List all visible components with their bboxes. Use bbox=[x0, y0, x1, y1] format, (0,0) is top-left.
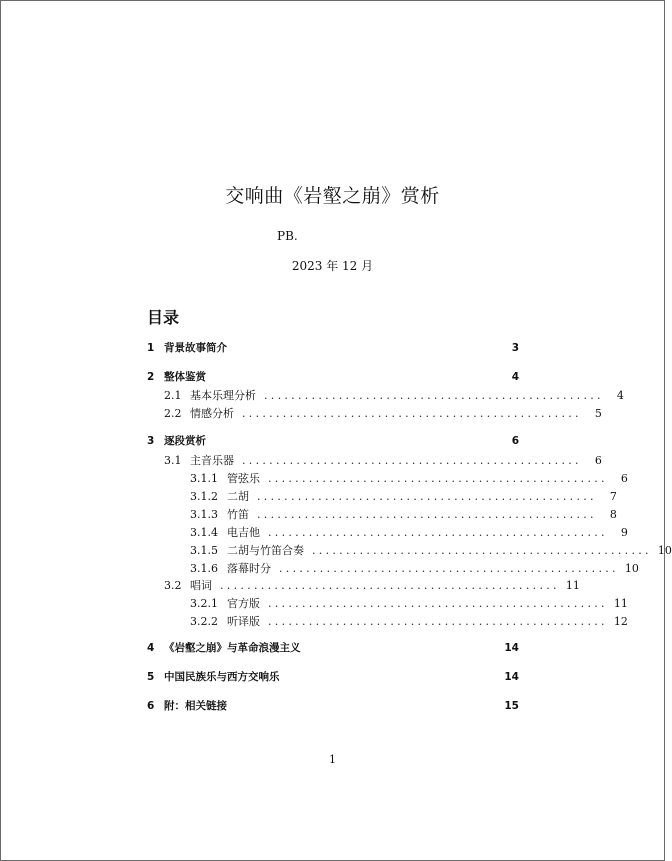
toc-entry-label: 竹笛 bbox=[227, 508, 249, 521]
toc-entry-label: 背景故事简介 bbox=[164, 342, 227, 354]
toc-entry-page: 11 bbox=[613, 597, 628, 610]
toc-entry-page: 5 bbox=[594, 407, 602, 420]
toc-leader-dots: .................................................. bbox=[268, 472, 608, 485]
toc-entry-4[interactable] bbox=[147, 640, 519, 656]
toc-entry-3-2[interactable] bbox=[164, 577, 580, 593]
toc-entry-label: 附：相关链接 bbox=[164, 700, 227, 712]
toc-entry-page: 6 bbox=[594, 454, 602, 467]
toc-entry-number: 4 bbox=[147, 642, 155, 654]
toc-entry-label: 官方版 bbox=[227, 597, 260, 610]
toc-leader-dots: .................................................. bbox=[220, 579, 560, 592]
toc-entry-2[interactable] bbox=[147, 369, 519, 385]
toc-entry-number: 1 bbox=[147, 342, 155, 354]
toc-entry-page: 15 bbox=[504, 700, 519, 712]
toc-entry-label: 管弦乐 bbox=[227, 472, 260, 485]
toc-entry-3-1-3[interactable] bbox=[190, 506, 617, 522]
toc-leader-dots: .................................................. bbox=[264, 389, 604, 402]
toc-entry-3-1-1[interactable] bbox=[190, 470, 628, 486]
toc-entry-page: 10 bbox=[657, 544, 672, 557]
toc-entry-page: 8 bbox=[609, 508, 617, 521]
toc-entry-page: 11 bbox=[565, 579, 580, 592]
toc-entry-page: 4 bbox=[511, 371, 519, 383]
toc-entry-3-2-2[interactable] bbox=[190, 613, 628, 629]
toc-entry-label: 落幕时分 bbox=[227, 562, 271, 575]
toc-leader-dots: .................................................. bbox=[312, 544, 652, 557]
toc-entry-number: 3.2.1 bbox=[190, 597, 218, 610]
toc-entry-number: 3.1.2 bbox=[190, 490, 218, 503]
toc-entry-label: 主音乐器 bbox=[190, 454, 234, 467]
toc-leader-dots: .................................................. bbox=[242, 454, 582, 467]
page-number: 1 bbox=[329, 753, 336, 766]
toc-entry-label: 基本乐理分析 bbox=[190, 389, 256, 402]
toc-entry-label: 二胡与竹笛合奏 bbox=[227, 544, 304, 557]
toc-entry-page: 6 bbox=[620, 472, 628, 485]
toc-entry-number: 2 bbox=[147, 371, 155, 383]
toc-entry-label: 中国民族乐与西方交响乐 bbox=[164, 671, 280, 683]
toc-entry-number: 3.1.3 bbox=[190, 508, 218, 521]
toc-entry-number: 3.1.5 bbox=[190, 544, 218, 557]
toc-entry-3-2-1[interactable] bbox=[190, 595, 628, 611]
document-title: 交响曲《岩壑之崩》赏析 bbox=[225, 185, 440, 207]
toc-entry-number: 3 bbox=[147, 435, 155, 447]
document-author: PB. bbox=[277, 229, 298, 243]
toc-entry-label: 情感分析 bbox=[190, 407, 234, 420]
toc-leader-dots: .................................................. bbox=[268, 597, 608, 610]
toc-entry-page: 9 bbox=[620, 526, 628, 539]
toc-entry-label: 逐段赏析 bbox=[164, 435, 206, 447]
toc-entry-1[interactable] bbox=[147, 340, 519, 356]
toc-entry-page: 14 bbox=[504, 642, 519, 654]
toc-entry-number: 3.2 bbox=[164, 579, 182, 592]
toc-entry-3-1-2[interactable] bbox=[190, 488, 617, 504]
toc-heading: 目录 bbox=[147, 308, 180, 327]
toc-entry-label: 整体鉴赏 bbox=[164, 371, 206, 383]
toc-entry-5[interactable] bbox=[147, 669, 519, 685]
toc-entry-number: 2.2 bbox=[164, 407, 182, 420]
toc-entry-label: 《岩壑之崩》与革命浪漫主义 bbox=[164, 642, 301, 654]
toc-entry-number: 3.1.1 bbox=[190, 472, 218, 485]
toc-leader-dots: .................................................. bbox=[242, 407, 582, 420]
toc-leader-dots: .................................................. bbox=[279, 562, 619, 575]
toc-leader-dots: .................................................. bbox=[268, 615, 608, 628]
toc-entry-number: 2.1 bbox=[164, 389, 182, 402]
toc-entry-3-1-5[interactable] bbox=[190, 542, 672, 558]
toc-entry-3-1-4[interactable] bbox=[190, 524, 628, 540]
toc-entry-label: 听译版 bbox=[227, 615, 260, 628]
toc-entry-page: 14 bbox=[504, 671, 519, 683]
toc-entry-page: 10 bbox=[624, 562, 639, 575]
document-date: 2023 年 12 月 bbox=[291, 259, 374, 273]
toc-entry-label: 电吉他 bbox=[227, 526, 260, 539]
toc-entry-page: 3 bbox=[511, 342, 519, 354]
toc-entry-number: 6 bbox=[147, 700, 155, 712]
toc-entry-number: 5 bbox=[147, 671, 155, 683]
toc-entry-6[interactable] bbox=[147, 698, 519, 714]
toc-entry-2-2[interactable] bbox=[164, 405, 602, 421]
toc-entry-page: 4 bbox=[616, 389, 624, 402]
toc-entry-page: 12 bbox=[613, 615, 628, 628]
toc-entry-3[interactable] bbox=[147, 433, 519, 449]
toc-entry-number: 3.1.4 bbox=[190, 526, 218, 539]
toc-entry-page: 6 bbox=[511, 435, 519, 447]
toc-entry-3-1-6[interactable] bbox=[190, 560, 639, 576]
toc-entry-2-1[interactable] bbox=[164, 387, 624, 403]
toc-entry-number: 3.1 bbox=[164, 454, 182, 467]
toc-leader-dots: .................................................. bbox=[268, 526, 608, 539]
toc-entry-label: 唱词 bbox=[190, 579, 212, 592]
toc-leader-dots: .................................................. bbox=[257, 490, 597, 503]
toc-entry-number: 3.1.6 bbox=[190, 562, 218, 575]
toc-leader-dots: .................................................. bbox=[257, 508, 597, 521]
toc-entry-number: 3.2.2 bbox=[190, 615, 218, 628]
toc-entry-page: 7 bbox=[609, 490, 617, 503]
toc-entry-3-1[interactable] bbox=[164, 452, 602, 468]
toc-entry-label: 二胡 bbox=[227, 490, 249, 503]
